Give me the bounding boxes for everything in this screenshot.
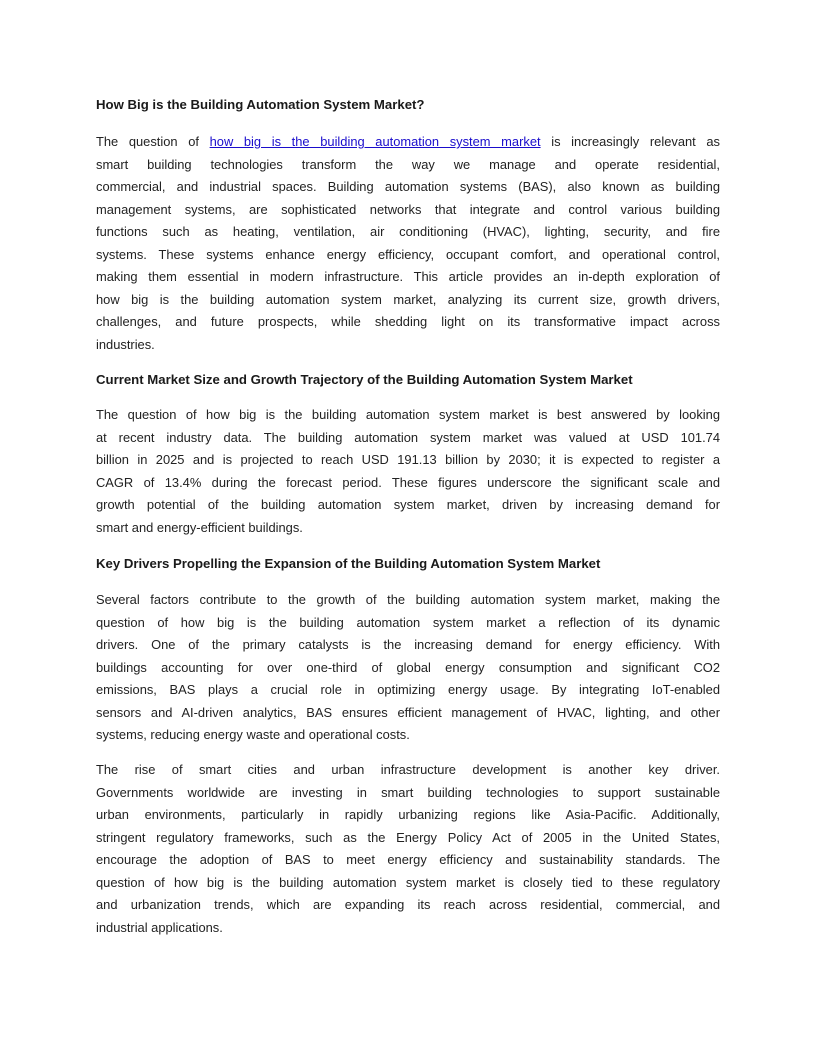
text: The question of — [96, 134, 210, 149]
paragraph-line: at recent industry data. The building automation system market was valued at USD 101.74 — [96, 429, 720, 445]
paragraph-drivers — [96, 589, 720, 747]
paragraph-line: smart and energy-efficient buildings. — [96, 519, 303, 535]
paragraph-line: Several factors contribute to the growth of the building automation system market, making the — [96, 592, 720, 607]
paragraph-line: functions such as heating, ventilation, air conditioning (HVAC), lighting, security, and fire — [96, 224, 720, 239]
paragraph-line: sensors and AI-driven analytics, BAS ensures efficient management of HVAC, lighting, and other — [96, 704, 720, 720]
paragraph-line: industries. — [96, 336, 155, 352]
paragraph-line: commercial, and industrial spaces. Building automation systems (BAS), also known as building — [96, 179, 720, 194]
text: is increasingly relevant as — [540, 134, 720, 149]
paragraph-line: The rise of smart cities and urban infrastructure development is another key driver. — [96, 762, 720, 777]
paragraph-line: CAGR of 13.4% during the forecast period. These figures underscore the significant scale and — [96, 474, 720, 490]
paragraph-line: encourage the adoption of BAS to meet energy efficiency and sustainability standards. The — [96, 852, 720, 867]
paragraph-line: stringent regulatory frameworks, such as the Energy Policy Act of 2005 in the United States, — [96, 829, 720, 845]
paragraph-line: emissions, BAS plays a crucial role in optimizing energy usage. By integrating IoT-enabled — [96, 682, 720, 697]
paragraph-line: systems, reducing energy waste and operational costs. — [96, 727, 410, 742]
paragraph-market-size — [96, 404, 720, 539]
paragraph-line: question of how big is the building automation system market a reflection of its dynamic — [96, 614, 720, 630]
paragraph-line: urban environments, particularly in rapidly urbanizing regions like Asia-Pacific. Additionally, — [96, 807, 720, 822]
paragraph-line: management systems, are sophisticated networks that integrate and control various building — [96, 201, 720, 217]
paragraph-line: question of how big is the building automation system market is closely tied to these regulatory — [96, 874, 720, 890]
paragraph-line: drivers. One of the primary catalysts is the increasing demand for energy efficiency. With — [96, 637, 720, 652]
paragraph-line: how big is the building automation system market, analyzing its current size, growth drivers, — [96, 291, 720, 307]
section-heading-market-size: Current Market Size and Growth Trajectory of the Building Automation System Market — [96, 372, 633, 387]
paragraph-line: The question of how big is the building automation system market is best answered by looking — [96, 407, 720, 422]
page-title: How Big is the Building Automation System Market? — [96, 97, 425, 112]
paragraph-line: smart building technologies transform the way we manage and operate residential, — [96, 156, 720, 172]
paragraph-line — [96, 131, 720, 154]
paragraph-line: buildings accounting for over one-third of global energy consumption and significant CO2 — [96, 659, 720, 675]
paragraph-line: making them essential in modern infrastructure. This article provides an in-depth exploration of — [96, 269, 720, 284]
paragraph-line: Governments worldwide are investing in smart building technologies to support sustainable — [96, 784, 720, 800]
paragraph-intro — [96, 131, 720, 356]
paragraph-line: and urbanization trends, which are expanding its reach across residential, commercial, and — [96, 897, 720, 912]
paragraph-smart-cities — [96, 759, 720, 939]
paragraph-line: challenges, and future prospects, while shedding light on its transformative impact across — [96, 314, 720, 329]
section-heading-key-drivers: Key Drivers Propelling the Expansion of the Building Automation System Market — [96, 556, 601, 571]
paragraph-line: growth potential of the building automation system market, driven by increasing demand for — [96, 497, 720, 512]
paragraph-line: billion in 2025 and is projected to reach USD 191.13 billion by 2030; it is expected to register a — [96, 452, 720, 467]
paragraph-line: industrial applications. — [96, 919, 223, 935]
market-link[interactable]: how big is the building automation system market — [209, 134, 541, 149]
paragraph-line: systems. These systems enhance energy efficiency, occupant comfort, and operational control, — [96, 246, 720, 262]
